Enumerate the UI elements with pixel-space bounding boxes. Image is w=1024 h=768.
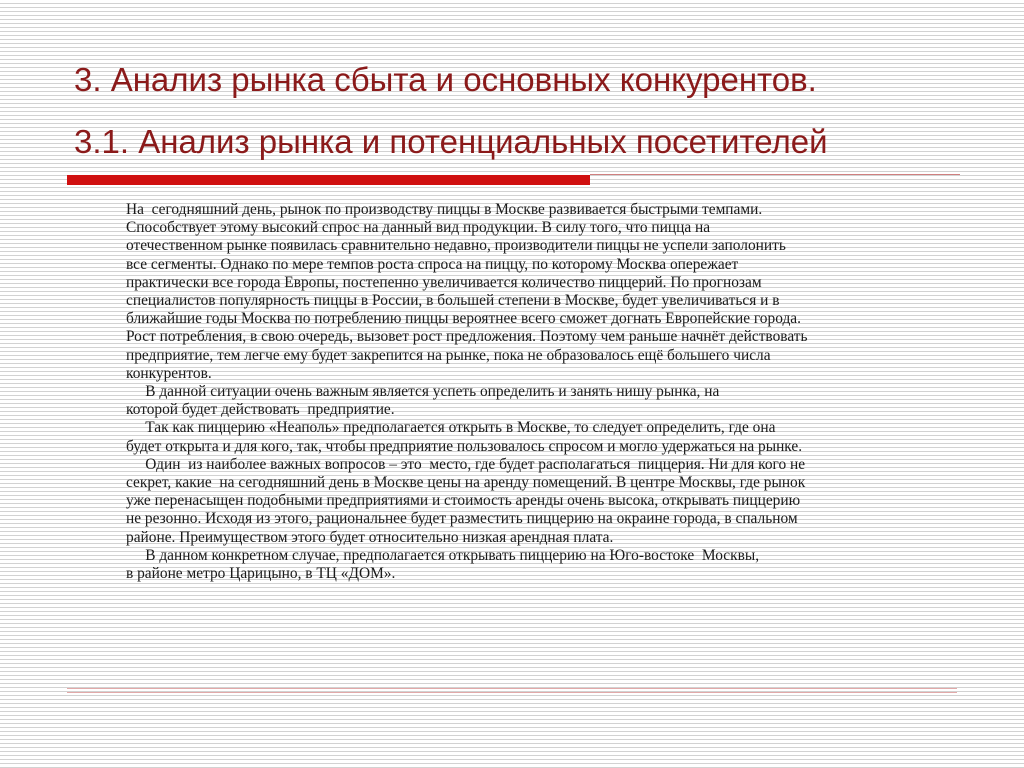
body-line: Рост потребления, в свою очередь, вызовет рост предложения. Поэтому чем раньше начнёт действовать (126, 328, 808, 346)
body-line: специалистов популярность пиццы в России, в большей степени в Москве, будет увеличиваться и в (126, 292, 780, 310)
body-line: предприятие, тем легче ему будет закрепится на рынке, пока не образовалось ещё большего числа (126, 346, 771, 364)
body-line: В данном конкретном случае, предполагается открывать пиццерию на Юго-востоке Москвы, (126, 546, 760, 564)
body-line: На сегодняшний день, рынок по производству пиццы в Москве развивается быстрыми темпами. (126, 201, 763, 218)
body-line: секрет, какие на сегодняшний день в Москве цены на аренду помещений. В центре Москвы, где рынок (126, 474, 806, 492)
footer-rule (67, 688, 957, 689)
body-line: районе. Преимуществом этого будет относительно низкая арендная плата. (126, 528, 614, 546)
body-line: конкурентов. (126, 364, 212, 382)
accent-bar (67, 175, 590, 185)
body-line: будет открыта и для кого, так, чтобы предприятие пользовалось спросом и могло удержаться на рынке. (126, 437, 803, 455)
slide-title: 3. Анализ рынка сбыта и основных конкурентов. (74, 61, 817, 98)
body-line: ближайшие годы Москва по потреблению пиццы вероятнее всего сможет догнать Европейские города. (126, 310, 801, 328)
body-line: практически все города Европы, постепенно увеличивается количество пиццерий. По прогнозам (126, 273, 762, 291)
body-line: в районе метро Царицыно, в ТЦ «ДОМ». (126, 565, 396, 583)
body-line: отечественном рынке появилась сравнительно недавно, производители пиццы не успели заполонить (126, 237, 786, 255)
body-line: уже перенасыщен подобными предприятиями и стоимость аренды очень высока, открывать пиццерию (126, 492, 801, 510)
title-rule (590, 174, 960, 175)
body-line: все сегменты. Однако по мере темпов роста спроса на пиццу, по которому Москва опережает (126, 255, 739, 273)
footer-rule (67, 692, 957, 693)
body-line: Так как пиццерию «Неаполь» предполагается открыть в Москве, то следует определить, где она (126, 419, 776, 437)
body-line: не резонно. Исходя из этого, рациональнее будет разместить пиццерию на окраине города, в спальном (126, 510, 798, 528)
slide-subtitle: 3.1. Анализ рынка и потенциальных посетителей (74, 123, 828, 160)
body-line: которой будет действовать предприятие. (126, 401, 395, 419)
body-line: В данной ситуации очень важным является успеть определить и занять нишу рынка, на (126, 383, 720, 401)
body-line: Способствует этому высокий спрос на данный вид продукции. В силу того, что пицца на (126, 219, 711, 237)
body-line: Один из наиболее важных вопросов – это место, где будет располагаться пиццерия. Ни для кого не (126, 455, 806, 473)
body-text (126, 201, 956, 583)
